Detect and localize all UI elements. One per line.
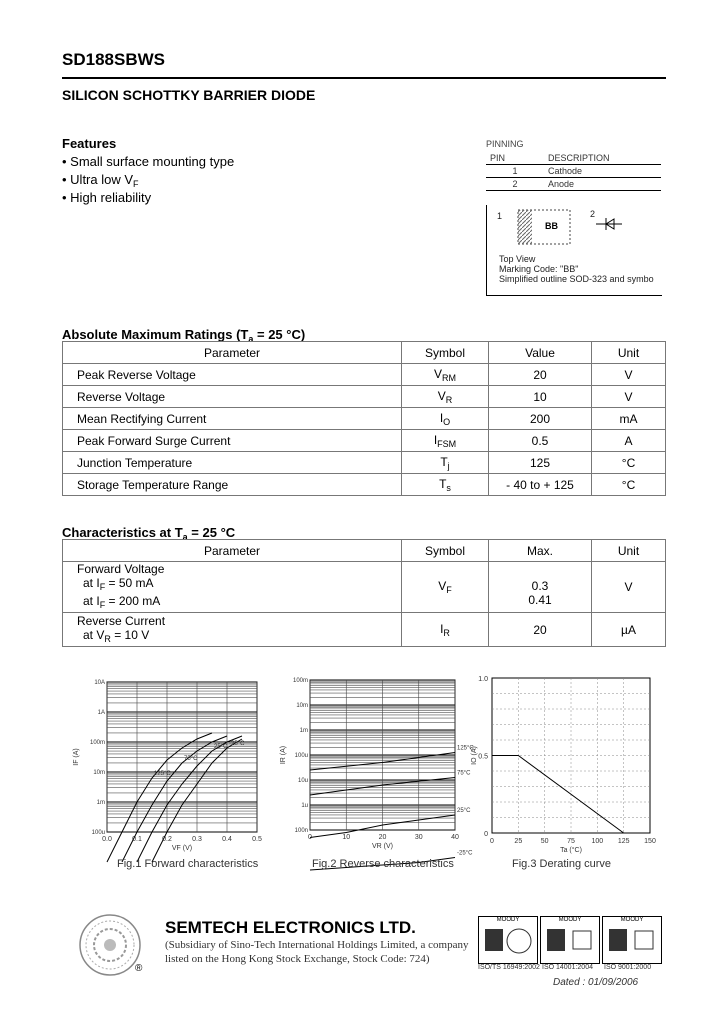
param-cell: Peak Forward Surge Current (63, 430, 402, 452)
feature-item: • Small surface mounting type (62, 154, 235, 169)
heading-text: = 25 °C) (253, 327, 306, 342)
characteristics-table (62, 539, 666, 647)
symbol-sub: F (446, 585, 452, 595)
col-parameter: Parameter (63, 540, 402, 562)
x-tick-label: 75 (567, 838, 575, 845)
cert-caption-3: ISO 9001:2000 (604, 964, 652, 971)
fig3-derating-chart (470, 670, 660, 854)
table-row (63, 452, 666, 474)
desc-col-header: DESCRIPTION (544, 152, 661, 165)
y-tick-label: 100m (89, 740, 105, 746)
x-tick-label: 0.1 (132, 836, 142, 843)
cert-caption-2: ISO 14001:2004 (542, 964, 593, 971)
x-tick-label: 0.2 (162, 836, 172, 843)
symbol-cell (402, 452, 489, 474)
outline-label: Simplified outline SOD-323 and symbo (499, 274, 654, 284)
series-line (492, 756, 624, 834)
pin-col-header: PIN (486, 152, 544, 165)
x-tick-label: 0.5 (252, 836, 262, 843)
marking-code-label: Marking Code: "BB" (499, 264, 579, 274)
x-axis-label: Ta (°C) (560, 847, 582, 854)
cond-text: at I (83, 594, 100, 608)
symbol: I (433, 432, 438, 447)
heading-text: Absolute Maximum Ratings (T (62, 327, 249, 342)
symbol-sub: RM (442, 372, 456, 383)
param-cell: Mean Rectifying Current (63, 408, 402, 430)
cond-sub: F (99, 582, 106, 592)
value: 0.41 (528, 593, 552, 607)
unit-cell: µA (592, 613, 666, 647)
features-heading: Features (62, 136, 117, 151)
symbol: V (438, 579, 447, 593)
company-name: SEMTECH ELECTRONICS LTD. (165, 918, 416, 937)
value-cell: 200 (489, 408, 592, 430)
symbol-cell (402, 562, 489, 613)
col-unit: Unit (592, 540, 666, 562)
y-tick-label: 1m (96, 800, 105, 806)
symbol-cell (402, 364, 489, 386)
symbol: I (440, 621, 444, 636)
param-cell: Reverse Voltage (63, 386, 402, 408)
feature-text: High reliability (70, 190, 152, 205)
unit-cell: °C (592, 452, 666, 474)
unit-cell: mA (592, 408, 666, 430)
x-tick-label: 0.3 (192, 836, 202, 843)
y-tick-label: 10A (94, 680, 105, 686)
x-axis-label: VR (V) (372, 843, 393, 850)
x-tick-label: 0.0 (102, 836, 112, 843)
table-row (63, 562, 666, 613)
param-cell (63, 562, 402, 613)
y-tick-label: 10u (297, 778, 308, 784)
header-rule (62, 77, 666, 79)
registered-mark: ® (135, 963, 143, 974)
col-max: Max. (489, 540, 592, 562)
param-label: Forward Voltage (77, 562, 165, 576)
symbol-sub: s (446, 482, 451, 493)
fig1-forward-chart (70, 674, 270, 854)
x-tick-label: 40 (451, 834, 459, 841)
symbol-cell (402, 408, 489, 430)
x-tick-label: 20 (378, 834, 387, 841)
top-view-label: Top View (499, 254, 536, 264)
symbol: I (439, 410, 444, 425)
symbol-sub: R (445, 394, 453, 405)
pinning-heading: PINNING (486, 139, 524, 149)
fig3-caption: Fig.3 Derating curve (512, 858, 612, 870)
heading-subscript: a (248, 334, 254, 344)
x-tick-label: 0 (308, 834, 312, 841)
unit-cell: V (592, 364, 666, 386)
cond-sub: F (99, 600, 106, 610)
col-value: Value (489, 342, 592, 364)
x-tick-label: 0.4 (222, 836, 232, 843)
x-tick-label: 30 (414, 834, 423, 841)
y-axis-label: IO (A) (471, 746, 478, 765)
y-axis-label: IF (A) (73, 748, 80, 766)
value-cell: 20 (489, 364, 592, 386)
cond-text: = 50 mA (105, 576, 154, 590)
fig1-caption: Fig.1 Forward characteristics (117, 858, 259, 870)
y-tick-label: 1.0 (478, 676, 488, 683)
y-tick-label: 10m (296, 703, 308, 709)
param-label: Reverse Current (77, 613, 166, 628)
symbol-sub: R (443, 627, 450, 638)
part-number: SD188SBWS (62, 50, 165, 69)
cert-badge-text: MOODY (558, 917, 582, 923)
unit-cell: A (592, 430, 666, 452)
feature-item: • High reliability (62, 190, 152, 205)
cert-badge-3 (602, 916, 662, 964)
series-label: 125°C (457, 745, 474, 752)
param-cell: Storage Temperature Range (63, 474, 402, 496)
document-date: Dated : 01/09/2006 (553, 977, 639, 988)
cert-badge-text: MOODY (620, 917, 644, 923)
cert-seal-icon (603, 923, 661, 959)
x-tick-label: 10 (342, 834, 351, 841)
table-row (63, 386, 666, 408)
plot-frame (107, 682, 257, 832)
pin-description: Cathode (544, 165, 661, 178)
cert-badge-2 (540, 916, 600, 964)
series-label: 75°C (457, 770, 471, 777)
fig2-caption: Fig.2 Reverse characteristics (312, 858, 454, 870)
symbol: V (433, 366, 442, 381)
cond-text: at I (83, 576, 100, 590)
y-tick-label: 1m (299, 728, 308, 734)
symbol-cell (402, 613, 489, 647)
table-row (63, 408, 666, 430)
pin-number: 2 (486, 178, 544, 191)
symbol-sub: FSM (437, 438, 457, 449)
unit-cell: V (592, 386, 666, 408)
unit-cell: °C (592, 474, 666, 496)
col-symbol: Symbol (402, 342, 489, 364)
cert-seal-icon (541, 923, 599, 959)
value-cell: - 40 to + 125 (489, 474, 592, 496)
symbol: T (440, 454, 448, 469)
symbol-sub: j (447, 460, 450, 471)
document-subtitle: SILICON SCHOTTKY BARRIER DIODE (62, 87, 316, 103)
pin2-label: 2 (590, 209, 596, 219)
param-cell: Peak Reverse Voltage (63, 364, 402, 386)
symbol: V (437, 388, 446, 403)
value-cell: 0.5 (489, 430, 592, 452)
value-cell (489, 562, 592, 613)
col-parameter: Parameter (63, 342, 402, 364)
y-tick-label: 100m (292, 678, 308, 684)
pin-number: 1 (486, 165, 544, 178)
value: 0.3 (531, 579, 549, 593)
unit-cell: V (592, 562, 666, 613)
cert-badge-text: MOODY (496, 917, 520, 923)
cond-text: = 200 mA (105, 594, 161, 608)
param-cell: Junction Temperature (63, 452, 402, 474)
cert-seal-icon (479, 923, 537, 959)
series-label: 25°C (214, 744, 228, 750)
x-tick-label: 50 (540, 838, 549, 845)
pin-description: Anode (544, 178, 661, 191)
x-axis-label: VF (V) (171, 845, 193, 852)
col-unit: Unit (592, 342, 666, 364)
series-label: 75°C (184, 756, 198, 762)
table-row (63, 613, 666, 647)
series-label: -25°C (457, 850, 473, 857)
heading-subscript: a (182, 532, 188, 542)
cert-badge-1 (478, 916, 538, 964)
y-tick-label: 1u (301, 803, 308, 809)
feature-text: Small surface mounting type (70, 154, 235, 169)
condition (77, 576, 395, 594)
heading-text: Characteristics at T (62, 525, 183, 540)
y-tick-label: 100n (294, 828, 308, 834)
symbol-cell (402, 386, 489, 408)
y-tick-label: 100u (294, 753, 308, 759)
series-label: 125°C (154, 771, 171, 777)
param-cell (63, 613, 402, 647)
package-drawing (510, 208, 630, 248)
feature-text: Ultra low V (70, 172, 134, 187)
condition (77, 628, 395, 646)
feature-subscript: F (133, 179, 139, 189)
y-tick-label: 1A (97, 710, 105, 716)
value-cell: 20 (489, 613, 592, 647)
y-axis-label: IR (A) (280, 745, 287, 765)
x-tick-label: 0 (490, 838, 494, 845)
y-tick-label: 100u (91, 830, 105, 836)
table-row (63, 430, 666, 452)
table-row (63, 364, 666, 386)
value-cell: 10 (489, 386, 592, 408)
table-row (63, 474, 666, 496)
cert-caption-1: ISO/TS 16949:2002 (478, 964, 540, 971)
cond-text: at V (83, 627, 105, 642)
feature-item: • Ultra low $V_F$ (62, 172, 139, 189)
y-tick-label: 0 (484, 831, 488, 838)
abs-max-table (62, 341, 666, 496)
symbol-sub: O (443, 416, 451, 427)
value-cell: 125 (489, 452, 592, 474)
cond-sub: R (104, 633, 111, 644)
series-line (122, 736, 227, 862)
x-tick-label: 125 (617, 838, 630, 845)
y-tick-label: 10m (93, 770, 105, 776)
pin1-label: 1 (497, 211, 503, 221)
marking-text: BB (545, 221, 558, 231)
series-label: 25°C (457, 808, 471, 814)
col-symbol: Symbol (402, 540, 489, 562)
y-tick-label: 0.5 (478, 753, 488, 761)
condition (77, 594, 395, 612)
x-tick-label: 100 (591, 838, 604, 845)
heading-text: = 25 °C (187, 525, 236, 540)
x-tick-label: 25 (514, 838, 523, 845)
series-label: -25°C (229, 741, 245, 747)
cond-text: = 10 V (110, 627, 150, 642)
series-line (137, 736, 242, 862)
company-sub-line2: listed on the Hong Kong Stock Exchange, Stock Code: 724) (165, 953, 430, 965)
pinning-table (486, 152, 661, 191)
symbol-cell (402, 474, 489, 496)
fig2-reverse-chart (277, 674, 474, 857)
symbol-cell (402, 430, 489, 452)
symbol: T (439, 476, 447, 491)
company-sub-line1: (Subsidiary of Sino-Tech International Holdings Limited, a company (165, 939, 469, 951)
x-tick-label: 150 (644, 838, 656, 845)
